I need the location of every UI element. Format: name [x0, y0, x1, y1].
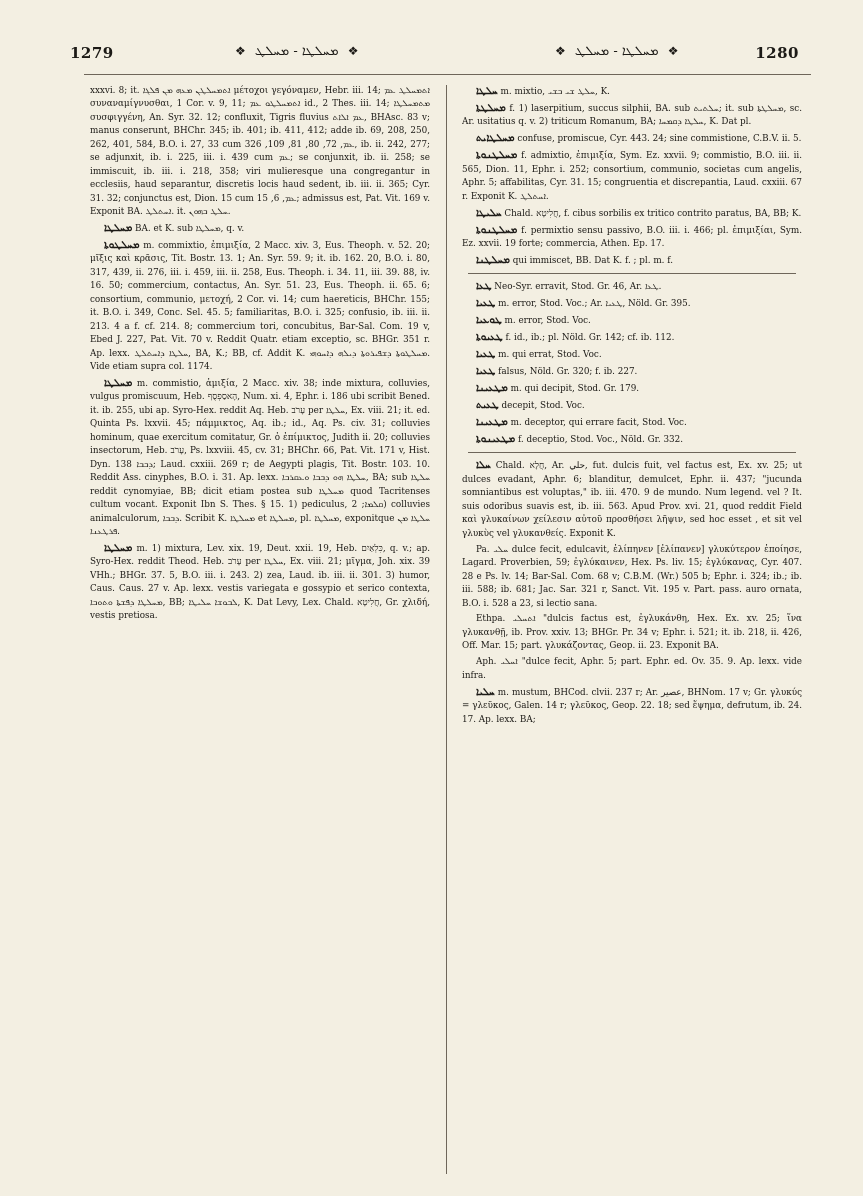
ornament-icon: ❖ [235, 44, 246, 58]
dictionary-entry [90, 85, 430, 220]
ornament-icon: ❖ [347, 44, 359, 58]
entry-text: m. commistio, ἀμιξία, 2 Macc. xiv. 38; inde mixtura, colluvies, vulgus promiscuum, Heb. הָאסַפְסֻף, Num. xi. 4, Ephr. i. 186 ubi scribit Bened. it. ib. 255, ubi ap. Syro-Hex. reddit Aq. Heb. עָרֹב per ܚܠܛܐ, Ex. viii. 21; it. ed. Quinta Ps. lxxvii. 45; πάμμικτος, Aq. ib.; id., Aq. Ps. civ. 31; colluvies hominum, quae exercitum comitatur, Gr. ὁ ἐπίμικτος, Judith ii. 20; colluvies insectorum, Heb. עָרֹב, Ps. lxxviii. 45, cv. 31; BHChr. 66, Pat. Vit. 171 v, Hist. Dyn. 138 ܕܒܒܐ; Laud. cxxiii. 269 r; de Aegypti plagis, Tit. Bostr. 103. 10. Reddit Ass. cinyphes, B.O. i. 31. Ap. lexx. ܚܠܛܐ ܗܘ ܕܒܒܐ ܘܥܩܪܒܐ, BA; sub ܚܠܛܐ reddit cynomyiae, BB; dicit etiam postea sub ܡܚܠܛܐ quod Tacritenses cultum vocant. Exponit Ibn S. Thes. § 15. 1) pediculus, ܩܠܡܐ; 2) colluvies animalculorum, ܕܒܒܐ. Scribit K. ܡܚܠܛܐ et ܡܚܠܛܐ, pl. ܡܚܠܛܐ, exponitque ܚܠܛܐ ܡܢ ܦܪܛܥܢܐ. [90, 379, 430, 537]
entry-text: m. commixtio, ἐπιμιξία, 2 Macc. xiv. 3, Eus. Theoph. v. 52. 20; μῖξις καὶ κρᾶσις, Tit. Bostr. 13. 1; An. Syr. 59. 9; it. ib. 162. 20, B.O. i. 80, 317, 439, ii. 276, iii. i. 459, iii. ii. 258, Eus. Theoph. i. 34. 11, iii. 39. 88, iv. 16. 50; commercium, contactus, An. Syr. 51. 23, Eus. Theoph. ii. 65. 6; consortium, communio, μετοχή, 2 Cor. vi. 14; cum haereticis, BHChr. 155; it. B.O. i. 349, Conc. Sel. 45. 5; familiaritas, B.O. i. 325; confusio, ib. iii. ii. 213. 4 a f. cf. 214. 8; commercium tori, concubitus, Bar-Sal. Com. 19 v, Ebed J. 227, Pat. Vit. 70 v. Reddit Quatr. etiam exceptio, sc. BHGr. 351 r. Ap. lexx. ܚܠܛܐ ܕܐܚܬܠܛ, BA, K.; BB, cf. Addit K. ܡܚܠܛܘܬܐ ܕܫܦܝܪܘܬܐ ܕܝܠܗ ܕܐܚܘܗܝ. Vide etiam supra col. 1174. [90, 240, 430, 373]
dictionary-entry [462, 382, 802, 396]
running-head-left-text: ܡܚܠܛܐ - ܡܚܠܛ [254, 44, 339, 59]
entry-lemma: ܚܠܛܐ [476, 86, 498, 97]
page-header [70, 30, 799, 64]
entry-lemma: ܡܛܥܝܢܘܬܐ [476, 434, 516, 446]
entry-text: BA. et K. sub ܡܚܠܛܐ, q. v. [135, 224, 245, 235]
section-separator [468, 273, 796, 274]
entry-text: Ethpa. ܐܬܚܠܝ "dulcis factus est, ἐγλυκάνθη, Hex. Ex. xv. 25; ἵνα γλυκανθῇ, ib. Prov. xxiv. 13; BHGr. Pr. 34 v; Ephr. i. 521; it. ib. 218, ii. 426, Off. Mar. 15; part. γλυκάζοντας, Geop. ii. 23. Exponit BA. [462, 614, 802, 652]
running-head-right [550, 44, 684, 59]
entry-text: m. mustum, BHCod. clvii. 237 r; Ar. عصير, BHNom. 17 v; Gr. γλυκύς = γλεῦκος, Galen. 14 r; γλεῦκος, Geop. 22. 18; sed ἕψημα, defrutum, ib. 24. 17. Ap. lexx. BA; [462, 687, 802, 725]
dictionary-entry [90, 542, 430, 624]
entry-lemma: ܡܚܠܛܐ [104, 223, 133, 235]
entry-lemma: ܛܥܝܐ [476, 366, 496, 378]
entry-text: qui immiscet, BB. Dat K. f. ; pl. m. f. [512, 255, 674, 266]
dictionary-entry [462, 132, 802, 146]
dictionary-entry [462, 331, 802, 345]
dictionary-entry [90, 222, 430, 236]
entry-text: Pa. ܚܠܝ dulce fecit, edulcavit, ἐλίπηνεν [ἐλίπανεν] γλυκύτερον ἐποίησε, Lagard. Proverbien, 59; ἐγλύκαινεν, Hex. Ps. liv. 15; ἐγλύκανας, Cyr. 407. 28 e Ps. lv. 14; Bar-Sal. Com. 68 v; C.B.M. (Wr.) 505 b; Ephr. i. 324; ib.; ib. iii. 588; ib. 681; Jac. Sar. 321 r, Sanct. Vit. 195 v. Part. pass. auro ornata, B.O. i. 528 a 23, si lectio sana. [462, 544, 802, 609]
entry-lemma: ܡܚܠܛܐ [104, 378, 133, 390]
dictionary-entry [462, 297, 802, 311]
column-divider [446, 85, 447, 1174]
entry-lemma: ܛܘܥܝܐ [476, 315, 502, 327]
ornament-icon: ❖ [667, 44, 679, 58]
entry-text: Chald. חֲלִיטָא, f. cibus sorbilis ex tritico contrito paratus, BA, BB; K. [504, 208, 802, 219]
dictionary-entry [462, 459, 802, 541]
dictionary-entry [462, 207, 802, 221]
entry-text: xxxvi. 8; it. ܐܬܡܚܠܛܢ ܡܥܗ ܡܢ ܦܠܓܐ μέτοχοι γεγόναμεν, Hebr. iii. 14; ܐܬܡܚܠܛ ܥܡ συναναμίγνυσθαι, 1 Cor. v. 9, 11; ܐܬܡܚܠܛܘ ܥܡ id., 2 Thes. iii. 14; ܡܬܡܚܠܛܐ συσφιγγένη, An. Syr. 32. 12; confluxit, Tigris fluvius ܥܡ ܐܠܐܬ, BHAsc. 83 v; manus conserunt, BHChr. 345; ib. 401; ib. 411, 412; adde ib. 69, 208, 250, 262, 401, 584, B.O. i. 27, 33 cum ܥܡ, 72, 80, 81, 109, 326, ib. ii. 242, 277; se adjunxit, ib. i. 225, iii. i. 439 cum ܥܡ; se conjunxit, ib. ii. 258; se immiscuit, ib. iii. i. 218, 358; viri mulieresque una congregantur in ecclesiis, haud separantur, discretis locis haud sedent, ib. iii. ii. 365; Cyr. 31. 32; conjunctus est, Dion. 15 cum ܥܡ, 6, 15; admissus est, Pat. Vit. 169 v. Exponit BA. ܐܚܬܠܛ. it. ܚܠܛ ܒܗܘܢ. [90, 86, 430, 218]
section-separator [468, 452, 796, 453]
entry-text: m. deceptor, qui errare facit, Stod. Voc. [510, 418, 687, 429]
entry-text: m. error, Stod. Voc. [504, 316, 591, 327]
page-number-right: 1280 [755, 44, 799, 62]
dictionary-entry [462, 613, 802, 653]
entry-text: confuse, promiscue, Cyr. 443. 24; sine commistione, C.B.V. ii. 5. [517, 134, 802, 145]
entry-lemma: ܡܚܠܛܢܘܬܐ [476, 224, 518, 236]
entry-lemma: ܡܚܠܛܐ [104, 542, 133, 554]
entry-text: f. admixtio, ἐπιμιξία, Sym. Ez. xxvii. 9; commistio, B.O. iii. ii. 565, Dion. 11, Ephr. i. 252; consortium, communio, societas cum angelis, Aphr. 5; affabilitas, Cyr. 31. 15; congruentia et discrepantia, Laud. cxxiii. 67 r. Exponit K. ܐܚܬܠܛ. [462, 151, 802, 202]
entry-text: m. mixtio, ܚܠܛ ܫܝ ܒܫܝ, K. [500, 87, 610, 97]
entry-lemma: ܛܥܝܐ [476, 298, 496, 310]
entry-lemma: ܡܚܠܛܢܘܬܐ [476, 150, 518, 162]
dictionary-entry [462, 399, 802, 413]
dictionary-entry [462, 544, 802, 611]
entry-text: f. permixtio sensu passivo, B.O. iii. i. 466; pl. ἐπιμιξίαι, Sym. Ez. xxvii. 19 forte; commercia, Athen. Ep. 17. [462, 225, 802, 250]
entry-text: f. id., ib.; pl. Nöld. Gr. 142; cf. ib. 112. [505, 333, 675, 344]
entry-lemma: ܡܛܥܝܢܐ [476, 383, 508, 395]
dictionary-entry [462, 85, 802, 99]
dictionary-entry [462, 102, 802, 130]
dictionary-entry [462, 314, 802, 328]
entry-text: m. 1) mixtura, Lev. xix. 19, Deut. xxii. 19, Heb. כִּלְאַיִם, q. v.; ap. Syro-Hex. reddit Theod. Heb. עָרֹב per ܚܠܛܐ, Ex. viii. 21; μῖγμα, Joh. xix. 39 VHh.; BHGr. 37. 5, B.O. iii. i. 243. 2) zea, Laud. ib. iii. ii. 301. 3) humor, Caus. Caus. 27 v. Ap. lexx. vestis variegata e gossypio et serico contexta, ܡܚܠܛܐ ܕܦܫܬܐ ܘܬܘܒܐ, BB; ܠܒܘܫܐ ܚܠܝܛܐ, K. Dat Levy, Lex. Chald. חֲלִיטָא, Gr. χλιδή, vestis pretiosa. [90, 543, 430, 622]
entry-lemma: ܡܚܠܛܐܝܬ [476, 133, 515, 145]
ornament-icon: ❖ [555, 44, 566, 58]
dictionary-entry [462, 365, 802, 379]
entry-lemma: ܡܚܠܛܢܐ [476, 254, 510, 266]
dictionary-entry [462, 348, 802, 362]
dictionary-entry [462, 254, 802, 268]
right-column [462, 85, 802, 1176]
entry-lemma: ܛܥܝܬ [476, 400, 499, 412]
entry-text: m. error, Stod. Voc.; Ar. ܛܥܝܐ, Nöld. Gr. 395. [498, 299, 691, 310]
entry-lemma: ܚܠܐ [476, 460, 491, 472]
dictionary-entry [462, 416, 802, 430]
entry-text: falsus, Nöld. Gr. 320; f. ib. 227. [498, 367, 638, 378]
entry-lemma: ܡܚܠܛܬܐ [476, 102, 506, 114]
entry-lemma: ܛܥܐ [476, 281, 492, 293]
entry-text: f. 1) laserpitium, succus silphii, BA. sub ܚܠܬܝܬ; it. sub ܡܚܠܛܬܐ, sc. Ar. usitatius q. v. 2) triticum Romanum, BA; ܚܠܛܐ ܕܩܡܚܐ, K. Dat pl. [462, 103, 802, 128]
dictionary-entry [462, 433, 802, 447]
entry-text: m. qui decipit, Stod. Gr. 179. [510, 384, 640, 395]
entry-text: decepit, Stod. Voc. [501, 401, 585, 412]
dictionary-entry [462, 686, 802, 727]
entry-text: Neo-Syr. erravit, Stod. Gr. 46, Ar. ܛܥܐ. [494, 282, 662, 293]
entry-lemma: ܡܚܠܛܘܬܐ [104, 239, 140, 251]
entry-text: m. qui errat, Stod. Voc. [498, 350, 602, 361]
dictionary-entry [462, 280, 802, 294]
dictionary-entry [90, 239, 430, 375]
page-number-left: 1279 [70, 44, 114, 62]
header-rule [84, 74, 811, 75]
dictionary-entry [462, 149, 802, 204]
entry-text: Aph. ܐܚܠܝ "dulce fecit, Aphr. 5; part. Ephr. ed. Ov. 35. 9. Ap. lexx. vide infra. [462, 657, 802, 681]
running-head-right-text: ܡܚܠܛܐ - ܡܚܠܛ [574, 44, 659, 59]
entry-lemma: ܚܠܝܐ [476, 686, 495, 698]
dictionary-entry [462, 224, 802, 252]
running-head-left [230, 44, 364, 59]
entry-lemma: ܛܥܝܐ [476, 349, 496, 361]
entry-lemma: ܚܠܝܛܐ [476, 207, 502, 219]
entry-text: f. deceptio, Stod. Voc., Nöld. Gr. 332. [517, 435, 684, 446]
entry-text: Chald. חֲלָא, Ar. حلي, fut. dulcis fuit, vel factus est, Ex. xv. 25; ut dulces evadant, Aphr. 6; blanditur, demulcet, Ephr. ii. 437; "jucunda somniantibus est voluptas," ib. iii. 470. 9 de mundo. Num legend. vel ? It. suis odoribus suavis est, ib. iii. 563. Apud Prov. xvi. 21, quod reddit Field καὶ γλυκαίνων χείλεσιν αὐτοῦ προσθήσει λῆψιν, sed hoc esset , et sit vel γλυκὺς vel γλυκανθείς. Exponit K. [462, 461, 802, 539]
left-column [90, 85, 430, 1176]
dictionary-entry [90, 377, 430, 539]
entry-lemma: ܛܥܝܘܬܐ [476, 332, 503, 344]
entry-lemma: ܡܛܥܝܢܐ [476, 417, 508, 429]
dictionary-entry [462, 656, 802, 683]
